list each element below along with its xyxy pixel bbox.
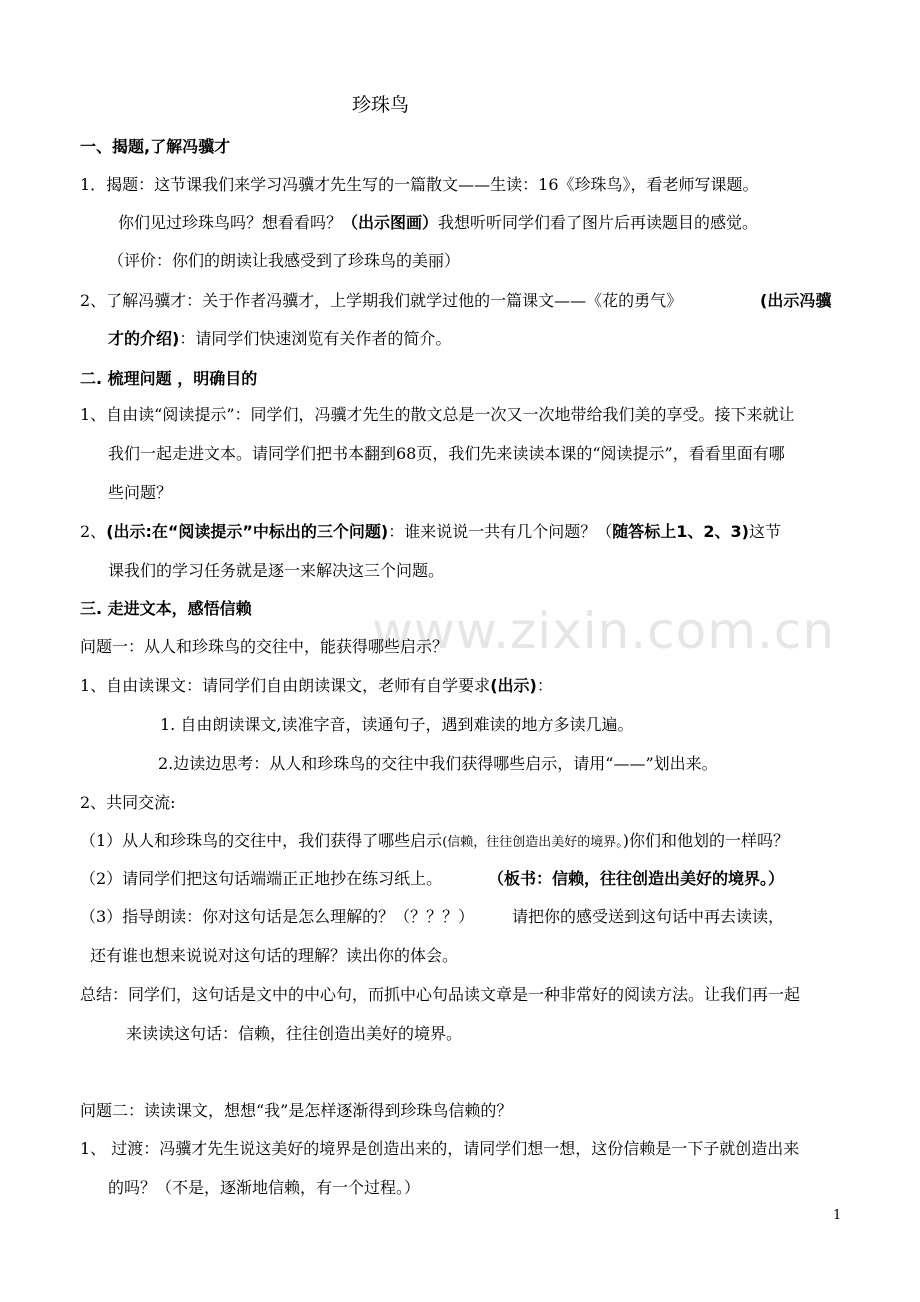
text-span: 请把你的感受送到这句话中再去读读， (512, 907, 785, 926)
paragraph: 课我们的学习任务就是逐一来解决这三个问题。 (108, 561, 445, 580)
paragraph (80, 675, 553, 697)
paragraph: 问题二：读读课文，想想“我”是怎样逐渐得到珍珠鸟信赖的？ (80, 1101, 513, 1120)
text-span: ：谁来说说一共有几个问题？（ (388, 522, 613, 541)
text-span: ： (536, 676, 553, 695)
paragraph: （3）指导朗读：你对这句话是怎么理解的？（？？？） (80, 907, 475, 926)
list-item: 2.边读边思考：从人和珍珠鸟的交往中我们获得哪些启示，请用“——”划出来。 (158, 754, 718, 773)
paragraph: （2）请同学们把这句话端端正正地抄在练习纸上。 (80, 869, 443, 888)
paragraph: 2、了解冯骥才：关于作者冯骥才，上学期我们就学过他的一篇课文——《花的勇气》 (80, 291, 683, 310)
section-1-heading: 一、揭题,了解冯骥才 (80, 137, 231, 156)
paragraph: 1．揭题：这节课我们来学习冯骥才先生写的一篇散文——生读：16《珍珠鸟》，看老师写课题。 (80, 175, 759, 194)
paragraph: （评价：你们的朗读让我感受到了珍珠鸟的美丽） (108, 251, 461, 270)
paragraph: 1、 过渡：冯骥才先生说这美好的境界是创造出来的，请同学们想一想，这份信赖是一下子就创造出来 (80, 1139, 800, 1158)
paragraph (108, 328, 451, 350)
paragraph: 的吗？（不是，逐渐地信赖，有一个过程。） (108, 1178, 421, 1197)
bold-span: （板书：信赖，往往创造出美好的境界。） (488, 869, 785, 888)
paragraph (80, 521, 781, 543)
small-span: (信赖，往往创造出美好的境界。 (442, 835, 623, 850)
bold-span: 随答标上1、2、3) (612, 522, 749, 541)
bold-span: 才的介绍) (108, 329, 180, 348)
text-span: 我想听听同学们看了图片后再读题目的感觉。 (438, 213, 759, 232)
text-span: 1、自由读课文：请同学们自由朗读课文，老师有自学要求 (80, 676, 491, 695)
text-span: 这节 (748, 522, 781, 541)
paragraph (118, 212, 758, 234)
bold-span: (出示:在“阅读提示”中标出的三个问题) (106, 522, 389, 541)
text-span: 你们见过珍珠鸟吗？想看看吗？ (118, 213, 343, 232)
section-2-heading: 二. 梳理问题 ，明确目的 (80, 369, 258, 388)
text-span: 2、 (80, 522, 107, 541)
paragraph: 2、共同交流: (80, 793, 176, 812)
paragraph (80, 830, 789, 854)
paragraph: 还有谁也想来说说对这句话的理解？读出你的体会。 (90, 946, 459, 965)
page-number: 1 (833, 1208, 842, 1223)
paragraph: 1、自由读“阅读提示”：同学们，冯骥才先生的散文总是一次又一次地带给我们美的享受。接下来就让 (80, 405, 795, 424)
bold-span: (出示) (490, 676, 537, 695)
text-span: )你们和他划的一样吗？ (622, 831, 790, 850)
bold-span: （出示图画） (342, 213, 439, 232)
text-span: （1）从人和珍珠鸟的交往中，我们获得了哪些启示 (80, 831, 443, 850)
paragraph: 总结：同学们，这句话是文中的中心句，而抓中心句品读文章是一种非常好的阅读方法。让我们再一起 (80, 985, 801, 1004)
paragraph: 来读读这句话：信赖，往往创造出美好的境界。 (126, 1024, 463, 1043)
paragraph: 些问题？ (108, 483, 173, 502)
text-span: ：请同学们快速浏览有关作者的简介。 (179, 329, 452, 348)
bold-span: (出示冯骥 (760, 291, 832, 310)
section-3-heading: 三. 走进文本，感悟信赖 (80, 599, 252, 618)
paragraph: 问题一：从人和珍珠鸟的交往中，能获得哪些启示？ (80, 637, 449, 656)
page-title: 珍珠鸟 (352, 94, 410, 116)
list-item: 1. 自由朗读课文,读准字音，读通句子，遇到难读的地方多读几遍。 (160, 715, 634, 734)
watermark: www.zixin.com.cn (372, 602, 836, 660)
paragraph: 我们一起走进文本。请同学们把书本翻到68页，我们先来读读本课的“阅读提示”，看看里面有哪 (108, 444, 785, 463)
